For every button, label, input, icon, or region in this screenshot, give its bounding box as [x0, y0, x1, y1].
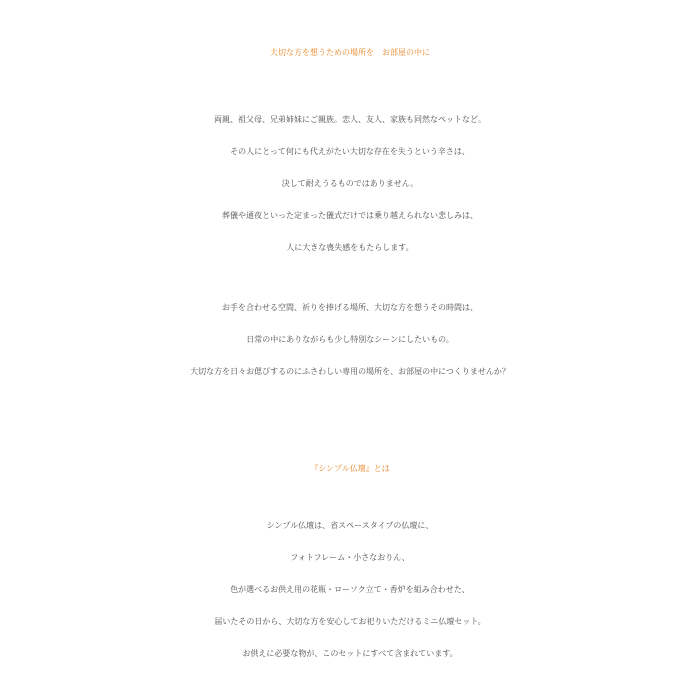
- intro-paragraph-1: [0, 104, 700, 264]
- intro-paragraph-2: [0, 292, 700, 388]
- text-line: 葬儀や通夜といった定まった儀式だけでは乗り越えられない悲しみは、: [222, 211, 478, 220]
- text-line: お供えに必要な物が、このセットにすべて含まれています。: [242, 649, 458, 658]
- intro-heading: 大切な方を想うための場所を お部屋の中に: [270, 48, 430, 57]
- product-paragraph: [0, 510, 700, 670]
- product-heading: 『シンプル仏壇』とは: [310, 464, 390, 473]
- text-line: 両親、祖父母、兄弟姉妹にご親族。恋人、友人、家族も同然なペットなど。: [214, 115, 486, 124]
- text-line: 日常の中にありながらも少し特別なシーンにしたいもの。: [246, 335, 454, 344]
- text-line: 大切な方を日々お偲びするのにふさわしい専用の場所を、お部屋の中につくりませんか？: [190, 367, 510, 376]
- text-line: その人にとって何にも代えがたい大切な存在を失うという辛さは、: [230, 147, 470, 156]
- text-line: 決して耐えうるものではありません。: [281, 179, 419, 188]
- text-line: 色が選べるお供え用の花瓶・ローソク立て・香炉を組み合わせた、: [230, 585, 470, 594]
- text-line: フォトフレーム・小さなおりん、: [290, 553, 410, 562]
- text-line: 届いたその日から、大切な方を安心してお祀りいただけるミニ仏壇セット。: [214, 617, 486, 626]
- text-line: お手を合わせる空間、祈りを捧げる場所、大切な方を想うその時間は、: [222, 303, 478, 312]
- text-line: 人に大きな喪失感をもたらします。: [286, 243, 414, 252]
- text-line: シンプル仏壇は、省スペースタイプの仏壇に、: [266, 521, 434, 530]
